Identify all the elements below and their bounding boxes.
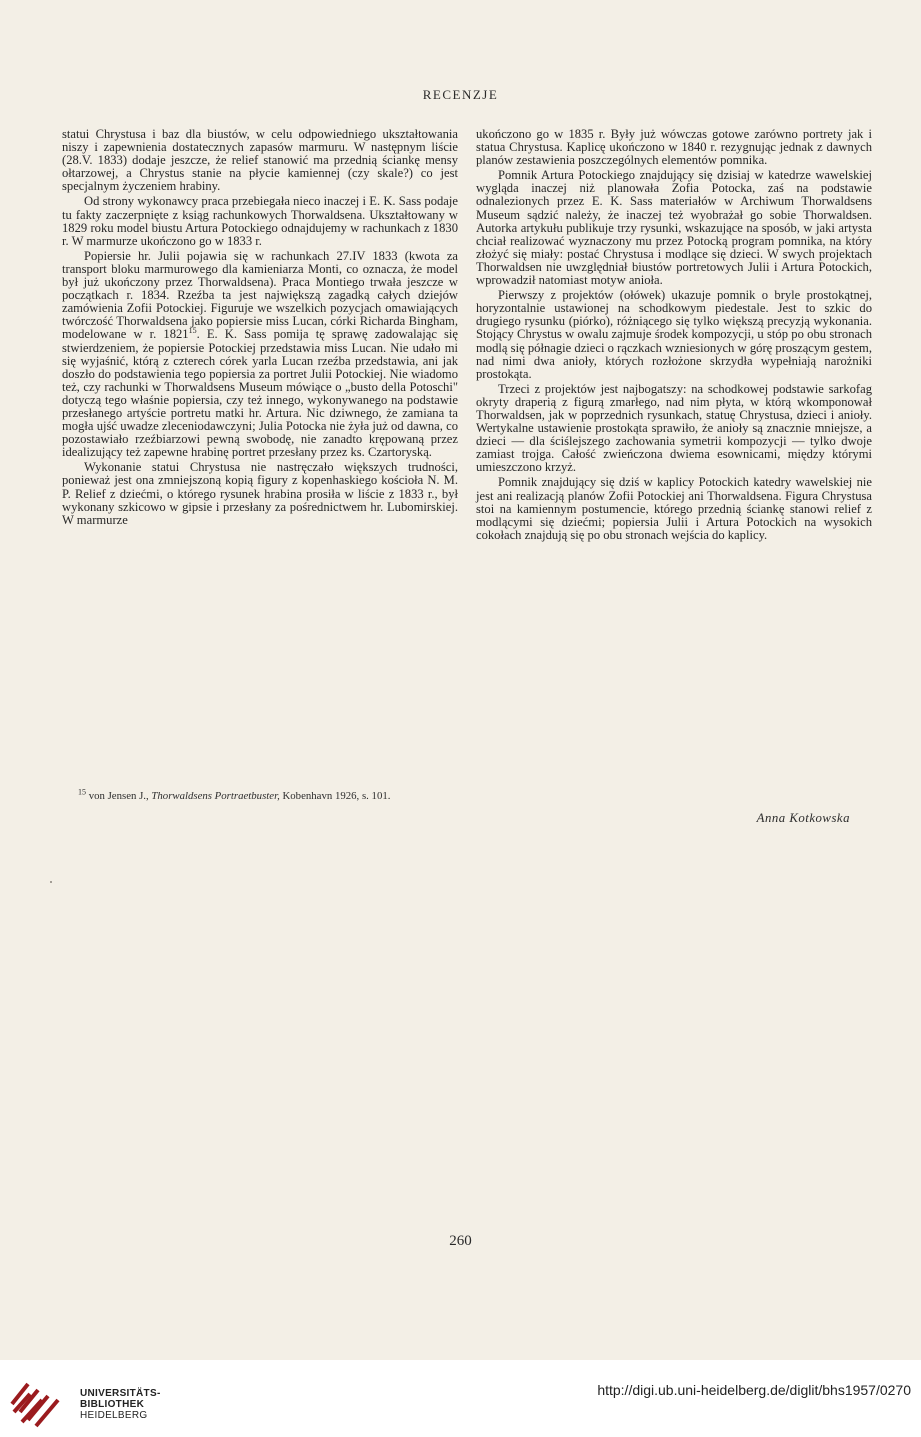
left-paragraph-3-text: Popiersie hr. Julii pojawia się w rachunkach 27.IV 1833 (kwota za transport bloku marmurowego dla kamieniarza Monti, co oznacza, że model był już ukończony przez Thorwaldsena). Praca Montiego trwała jeszcze w początkach r. 1834. Rzeźba ta jest największą zagadką całych dziejów zamówienia Zofii Potockiej. Figuruje we wszelkich pozycjach omawiających twórczość Thorwaldsena jako popiersie miss Lucan, córki Richarda Bingham, modelowane w r. 1821 bbox=[62, 248, 458, 342]
right-paragraph-3: Pierwszy z projektów (ołówek) ukazuje pomnik o bryle prostokątnej, horyzontalnie ustawionej na schodkowym piedestale. Jest to szkic do drugiego rysunku (piórko), różniącego się tylko większą precyzją wykonania. Stojący Chrystus w owalu zajmuje środek kompozycji, u stóp po obu stronach modlą się półnagie dzieci o rączkach wzniesionych w górę proszącym gestem, nad nimi dwa anioły, których rozłożone skrzydła wypełniają narożniki prostokąta. bbox=[476, 288, 872, 381]
left-paragraph-1: statui Chrystusa i baz dla biustów, w celu odpowiedniego ukształtowania niszy i zapewnienia dostatecznych zapasów marmuru. W następnym liście (28.V. 1833) dodaje jeszcze, że relief stanowić ma przednią ściankę mensy ołtarzowej, a Chrystus stanie na płycie kamiennej (czy skale?) co jest specjalnym życzeniem hrabiny. bbox=[62, 127, 458, 194]
scan-speck bbox=[50, 881, 52, 883]
library-name-line-1: UNIVERSITÄTS- bbox=[80, 1388, 161, 1399]
running-head: RECENZJE bbox=[422, 87, 499, 102]
left-column bbox=[62, 128, 458, 529]
right-column bbox=[476, 128, 872, 544]
footnote-title: Thorwaldsens Portraetbuster, bbox=[151, 790, 280, 802]
left-paragraph-2: Od strony wykonawcy praca przebiegała nieco inaczej i E. K. Sass podaje tu fakty zaczerpnięte z ksiąg rachunkowych Thorwaldsena. Ukształtowany w 1829 roku model biustu Artura Potockiego odnajdujemy w rachunkach z 1830 r. W marmurze ukończono go w 1833 r. bbox=[62, 194, 458, 248]
library-name bbox=[80, 1388, 161, 1421]
library-name-line-2: BIBLIOTHEK bbox=[80, 1399, 145, 1410]
page-number: 260 bbox=[449, 1233, 472, 1249]
footnote-rest: Kobenhavn 1926, s. 101. bbox=[282, 790, 391, 802]
university-library-logo-icon[interactable] bbox=[8, 1378, 72, 1428]
footnote-author: von Jensen J., bbox=[88, 790, 149, 802]
footnote-reference: 15 bbox=[188, 326, 197, 336]
footnote bbox=[62, 787, 458, 803]
source-url-link[interactable]: http://digi.ub.uni-heidelberg.de/diglit/bhs1957/0270 bbox=[597, 1382, 911, 1398]
author-signature: Anna Kotkowska bbox=[756, 811, 850, 825]
footer-bar bbox=[0, 1360, 921, 1437]
right-paragraph-1: ukończono go w 1835 r. Były już wówczas gotowe zarówno portrety jak i statua Chrystusa. Kaplicę ukończono w 1840 r. rezygnując jednak z dawnych planów zestawienia poszczególnych elementów pomnika. bbox=[476, 127, 872, 168]
right-paragraph-4: Trzeci z projektów jest najbogatszy: na schodkowej podstawie sarkofag okryty draperią z figurą zmarłego, nad nim płyta, w którą wkomponował Thorwaldsen, jak w poprzednich rysunkach, statuę Chrystusa, dzieci i anioły. Wertykalne ustawienie prostokąta sprawiło, że anioły są znacznie mniejsze, a dzieci — dla ściślejszego zachowania symetrii kompozycji — tylko dwoje zamiast trojga. Całość zwieńczona dwiema esownicami, między którymi umieszczono krzyż. bbox=[476, 381, 872, 475]
library-name-line-3: HEIDELBERG bbox=[80, 1410, 148, 1421]
left-paragraph-4: Wykonanie statui Chrystusa nie nastręczało większych trudności, ponieważ jest ona zmniejszoną kopią figury z kopenhaskiego kościoła N. M. P. Relief z dziećmi, o którego rysunek hrabina prosiła w liście z 1833 r., był wykonany szkicowo w gipsie i przesłany za pośrednictwem hr. Lubomirskiej. W marmurze bbox=[62, 460, 458, 527]
right-paragraph-5: Pomnik znajdujący się dziś w kaplicy Potockich katedry wawelskiej nie jest ani realizacją planów Zofii Potockiej ani Thorwaldsena. Figura Chrystusa stoi na kamiennym postumencie, którego przednią ściankę stanowi relief z modlącymi się dziećmi; popiersia Julii i Artura Potockich na wysokich cokołach znajdują się po obu stronach wejścia do kaplicy. bbox=[476, 475, 872, 542]
right-paragraph-2: Pomnik Artura Potockiego znajdujący się dzisiaj w katedrze wawelskiej wygląda inaczej niż planowała Zofia Potocka, zaś na podstawie odnalezionych przez E. K. Sass materiałów w Archiwum Thorwaldsens Museum sądzić należy, że inaczej też wyobrażał go sobie Thorwaldsen. Autorka artykułu publikuje trzy rysunki, wskazujące na sposób, w jaki artysta chciał realizować wyznaczony mu przez Potocką program pomnika, na który złożyć się miały: postać Chrystusa i modlące się dzieci. W swych projektach Thorwaldsen nie uwzględniał biustów portretowych Julii i Artura Potockich, wprowadził natomiast motyw anioła. bbox=[476, 168, 872, 288]
left-paragraph-3: Popiersie hr. Julii pojawia się w rachunkach 27.IV 1833 (kwota za transport bloku marmurowego dla kamieniarza Monti, co oznacza, że model był już ukończony przez Thorwaldsena). Praca Montiego trwała jeszcze w początkach r. 1834. Rzeźba ta jest największą zagadką całych dziejów zamówienia Zofii Potockiej. Figuruje we wszelkich pozycjach omawiających twórczość Thorwaldsena jako popiersie miss Lucan, córki Richarda Bingham, modelowane w r. 1821$^{15}$. E. K. Sass pomija tę sprawę zadowalając się stwierdzeniem, że popiersie Potockiej przedstawia miss Lucan. Nie udało mi się wyjaśnić, którą z czterech córek yarla Lucan rzeźba przedstawia, ani jak doszło do podstawienia tego popiersia za portret Julii Potockiej. Nie wiadomo też, czy rachunki w Thorwaldsens Museum mówiące o „busto della Potoschi" dotyczą tego właśnie popiersia, czy też innego, wykonywanego na podstawie przesłanego artyście portretu matki hr. Artura. Nic dziwnego, że zamiana ta mogła ujść uwadze zleceniodawczyni; Julia Potocka nie żyła już od dawna, co pozostawiało rzeźbiarzowi pewną swobodę, nie zanadto krępowaną przez idealizujący też zapewne hrabinę portret przesłany przez ks. Czartoryską. bbox=[62, 248, 459, 460]
left-paragraph-3b-text: E. K. Sass pomija tę sprawę zadowalając się stwierdzeniem, że popiersie Potockiej przedstawia miss Lucan. Nie udało mi się wyjaśnić, którą z czterech córek yarla Lucan rzeźba przedstawia, ani jak doszło do podstawienia tego popiersia za portret Julii Potockiej. Nie wiadomo też, czy rachunki w Thorwaldsens Museum mówiące o „busto della Potoschi" dotyczą tego właśnie popiersia, czy też innego, wykonywanego na podstawie przesłanego artyście portretu matki hr. Artura. Nic dziwnego, że zamiana ta mogła ujść uwadze zleceniodawczyni; Julia Potocka nie żyła już od dawna, co pozostawiało rzeźbiarzowi pewną swobodę, nie zanadto krępowaną przez idealizujący też zapewne hrabinę portret przesłany przez ks. Czartoryską. bbox=[62, 327, 459, 460]
footnote-number: 15 bbox=[78, 787, 86, 797]
